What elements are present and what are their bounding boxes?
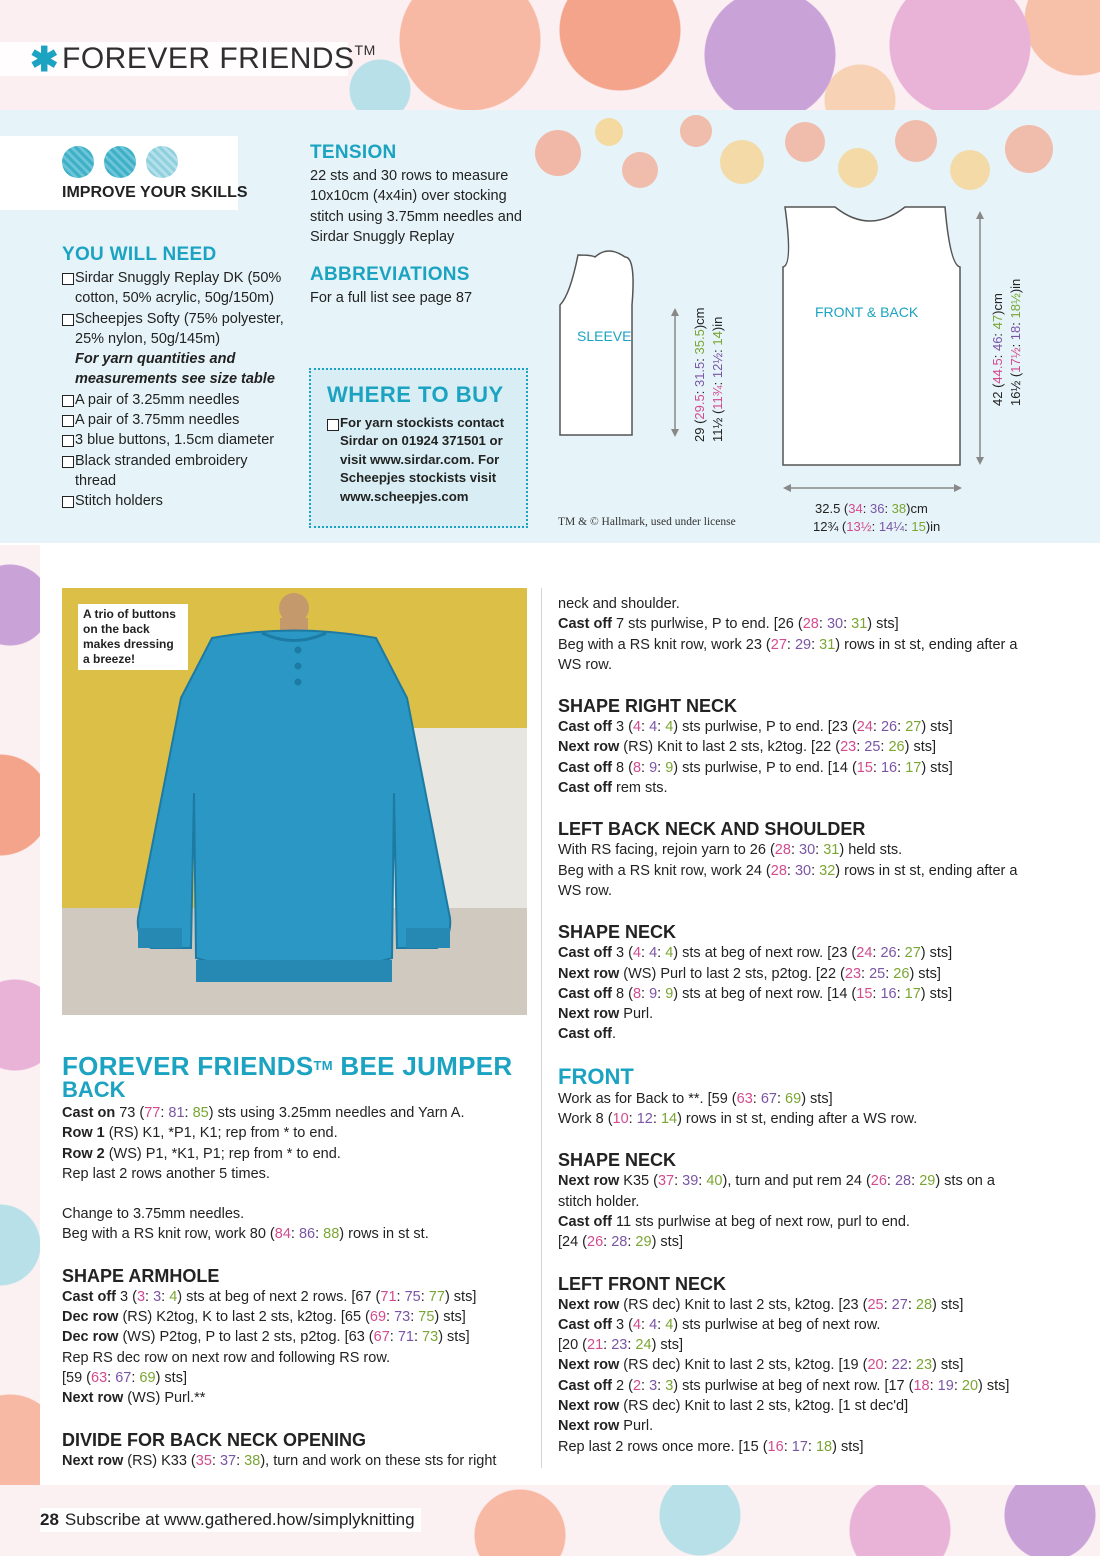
front-back-label: FRONT & BACK [815,304,919,320]
instruction-line: Row 1 (RS) K1, *P1, K1; rep from * to end. [62,1125,338,1142]
instruction-line: Rep last 2 rows once more. [15 (16: 17: 18) sts] [558,1438,864,1455]
list-item: Sirdar Snuggly Replay DK (50% cotton, 50% acrylic, 50g/150m) [62,268,290,309]
list-item: Black stranded embroidery thread [62,451,290,492]
body-measure-cm: 42 (44.5: 46: 47)cm [990,293,1005,406]
list-item: 3 blue buttons, 1.5cm diameter [62,430,290,450]
instruction-line: Next row (WS) Purl to last 2 sts, p2tog. [22 (23: 25: 26) sts] [558,965,941,982]
page-number: 28 [40,1510,59,1529]
flower-icon [950,150,990,190]
instructions-right-column [558,594,1028,1457]
where-to-buy-text: For yarn stockists contact Sirdar on 01924 371501 or visit www.sirdar.com. For Scheepjes stockists visit www.scheepjes.com [327,414,523,506]
instruction-line: Cast on 73 (77: 81: 85) sts using 3.25mm needles and Yarn A. [62,1105,465,1121]
instruction-line: Dec row (WS) P2tog, P to last 2 sts, p2tog. [63 (67: 71: 73) sts] [62,1329,470,1346]
floral-left-border [0,545,40,1555]
column-divider [541,588,542,1468]
page-footer [40,1508,421,1532]
instruction-line: Next row K35 (37: 39: 40), turn and put rem 24 (26: 28: 29) sts on a stitch holder. [558,1173,995,1210]
instruction-line: With RS facing, rejoin yarn to 26 (28: 30: 31) held sts. [558,842,903,859]
sleeve-measure-in: 11½ (11¾: 12½: 14)in [710,316,725,442]
flower-icon [535,130,581,176]
left-front-neck-heading: LEFT FRONT NECK [558,1273,726,1294]
flower-icon [785,122,825,162]
instruction-line: Cast off 3 (4: 4: 4) sts purlwise, P to end. [23 (24: 26: 27) sts] [558,719,953,736]
page-title: FOREVER FRIENDS™ [62,42,376,75]
instruction-line: Cast off. [558,1026,617,1043]
you-will-need-heading: YOU WILL NEED [62,244,217,265]
where-to-buy-box [309,368,528,528]
instruction-line: Cast off 8 (8: 9: 9) sts purlwise, P to end. [14 (15: 16: 17) sts] [558,759,953,776]
tension-heading: TENSION [310,142,397,163]
tension-text: 22 sts and 30 rows to measure 10x10cm (4x4in) over stocking stitch using 3.75mm needles and Sirdar Snuggly Replay [310,168,522,245]
instruction-line: Next row (WS) Purl.** [62,1390,206,1407]
list-item: A pair of 3.25mm needles [62,390,290,410]
instruction-line: neck and shoulder. [558,596,680,612]
shape-right-neck-heading: SHAPE RIGHT NECK [558,696,738,717]
instruction-line: Beg with a RS knit row, work 24 (28: 30: 32) rows in st st, ending after a WS row. [558,862,1018,899]
instruction-line: Work 8 (10: 12: 14) rows in st st, ending after a WS row. [558,1111,918,1128]
list-item: Scheepjes Softy (75% polyester, 25% nylon, 50g/145m) [62,309,290,350]
instruction-line: Cast off 2 (2: 3: 3) sts purlwise at beg of next row. [17 (18: 19: 20) sts] [558,1377,1010,1394]
sleeve-measure-cm: 29 (29.5: 31.5: 35.5)cm [692,307,707,442]
instruction-line: Rep RS dec row on next row and following RS row. [62,1349,391,1366]
instruction-line: Work as for Back to **. [59 (63: 67: 69) sts] [558,1090,833,1107]
photo-caption: A trio of buttons on the back makes dressing a breeze! [78,604,188,670]
instruction-line: Row 2 (WS) P1, *K1, P1; rep from * to end. [62,1145,341,1162]
yarn-ball-icon [62,146,94,178]
width-measure-in: 12¾ (13½: 14¼: 15)in [813,519,941,534]
instructions-left-column [62,1103,532,1471]
flower-icon [595,118,623,146]
instruction-line: Cast off 3 (4: 4: 4) sts purlwise at beg of next row. [558,1316,881,1333]
front-back-shape [783,207,960,465]
flower-icon [838,148,878,188]
flower-icon [1005,125,1053,173]
instruction-line: [59 (63: 67: 69) sts] [62,1369,187,1386]
section-back-heading: BACK [62,1077,126,1102]
you-will-need-list [62,268,290,512]
schematic-diagram [540,195,1060,495]
flower-icon [895,120,937,162]
abbreviations-heading: ABBREVIATIONS [310,264,470,285]
instruction-line: Cast off 3 (3: 3: 4) sts at beg of next 2 rows. [67 (71: 75: 77) sts] [62,1288,477,1305]
width-measure-cm: 32.5 (34: 36: 38)cm [815,501,928,516]
instruction-line: Next row (RS dec) Knit to last 2 sts, k2tog. [1 st dec'd] [558,1398,909,1415]
list-item: Stitch holders [62,491,290,511]
license-note: TM & © Hallmark, used under license [558,516,736,528]
instruction-line: Change to 3.75mm needles. [62,1206,245,1223]
where-to-buy-heading: WHERE TO BUY [327,382,504,407]
instruction-line: Next row (RS dec) Knit to last 2 sts, k2tog. [23 (25: 27: 28) sts] [558,1296,964,1313]
divide-back-neck-heading: DIVIDE FOR BACK NECK OPENING [62,1429,367,1450]
instruction-line: Cast off 11 sts purlwise at beg of next row, purl to end. [558,1213,910,1230]
flower-icon [622,152,658,188]
instruction-line: Cast off 3 (4: 4: 4) sts at beg of next row. [23 (24: 26: 27) sts] [558,945,953,962]
abbreviations-text: For a full list see page 87 [310,290,473,306]
instruction-line: Beg with a RS knit row, work 23 (27: 29: 31) rows in st st, ending after a WS row. [558,636,1018,673]
yarn-ball-icon [104,146,136,178]
instruction-line: Cast off 8 (8: 9: 9) sts at beg of next row. [14 (15: 16: 17) sts] [558,985,953,1002]
body-measure-in: 16½ (17½: 18: 18½)in [1008,278,1023,406]
yarn-ball-icon [146,146,178,178]
list-item: For yarn quantities and measurements see size table [75,351,275,388]
instruction-line: Next row Purl. [558,1418,654,1435]
asterisk-icon: ✱ [30,41,59,79]
skills-label: IMPROVE YOUR SKILLS [62,184,248,201]
instruction-line: Cast off rem sts. [558,780,668,797]
subscribe-link[interactable]: Subscribe at www.gathered.how/simplyknitting [64,1510,415,1529]
shape-neck-heading: SHAPE NECK [558,922,677,943]
instruction-line: Next row Purl. [558,1006,654,1023]
instruction-line: Beg with a RS knit row, work 80 (84: 86: 88) rows in st st. [62,1226,429,1243]
instruction-line: Next row (RS) K33 (35: 37: 38), turn and work on these sts for right [62,1452,497,1469]
instruction-line: [24 (26: 28: 29) sts] [558,1234,683,1251]
front-heading: FRONT [558,1063,634,1089]
flower-icon [680,115,712,147]
instruction-line: [20 (21: 23: 24) sts] [558,1337,683,1354]
instruction-line: Cast off 7 sts purlwise, P to end. [26 (28: 30: 31) sts] [558,616,899,633]
flower-icon [720,140,764,184]
instruction-line: Rep last 2 rows another 5 times. [62,1165,270,1182]
sleeve-label: SLEEVE [577,328,632,344]
shape-armhole-heading: SHAPE ARMHOLE [62,1265,220,1286]
pattern-title: FOREVER FRIENDS™ BEE JUMPER [62,1051,513,1081]
instruction-line: Next row (RS dec) Knit to last 2 sts, k2tog. [19 (20: 22: 23) sts] [558,1357,964,1374]
instruction-line: Next row (RS) Knit to last 2 sts, k2tog. [22 (23: 25: 26) sts] [558,739,937,756]
shape-neck-front-heading: SHAPE NECK [558,1150,677,1171]
list-item: A pair of 3.75mm needles [62,410,290,430]
left-back-neck-heading: LEFT BACK NECK AND SHOULDER [558,819,866,840]
instruction-line: Dec row (RS) K2tog, K to last 2 sts, k2tog. [65 (69: 73: 75) sts] [62,1309,466,1326]
